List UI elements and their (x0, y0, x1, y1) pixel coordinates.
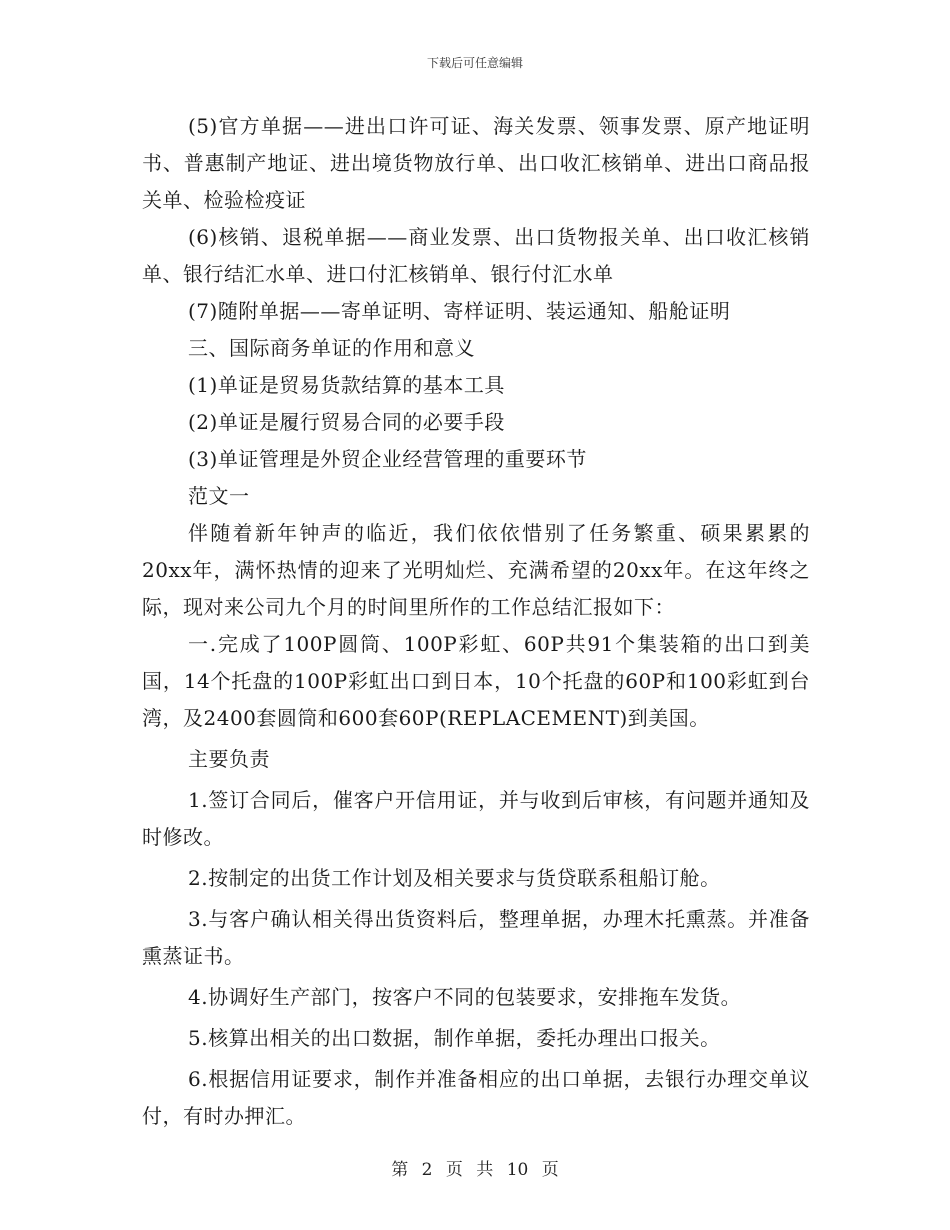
section-heading-role: 三、国际商务单证的作用和意义 (188, 336, 475, 360)
responsibility-item-1: 1.签订合同后，催客户开信用证，并与收到后审核，有问题并通知及时修改。 (142, 788, 810, 849)
paragraph-point-2: (2)单证是履行贸易合同的必要手段 (188, 410, 505, 434)
responsibility-item-6: 6.根据信用证要求，制作并准备相应的出口单据，去银行办理交单议付，有时办押汇。 (142, 1067, 810, 1128)
sample-heading: 范文一 (188, 484, 250, 508)
paragraph-point-1: (1)单证是贸易货款结算的基本工具 (188, 373, 505, 397)
paragraph-official-documents: (5)官方单据——进出口许可证、海关发票、领事发票、原产地证明书、普惠制产地证、进出境货物放行单、出口收汇核销单、进出口商品报关单、检验检疫证 (142, 114, 810, 212)
responsibility-item-3: 3.与客户确认相关得出货资料后，整理单据，办理木托熏蒸。并准备熏蒸证书。 (142, 907, 810, 968)
page-header: 下载后可任意编辑 (426, 56, 523, 70)
responsibility-item-4: 4.协调好生产部门，按客户不同的包装要求，安排拖车发货。 (188, 985, 742, 1009)
responsibility-item-5: 5.核算出相关的出口数据，制作单据，委托办理出口报关。 (188, 1026, 721, 1050)
paragraph-point-3: (3)单证管理是外贸企业经营管理的重要环节 (188, 447, 587, 471)
responsibilities-heading: 主要负责 (188, 747, 270, 771)
paragraph-accomplishments: 一.完成了100P圆筒、100P彩虹、60P共91个集装箱的出口到美国，14个托盘的100P彩虹出口到日本，10个托盘的60P和100彩虹到台湾，及2400套圆筒和600套60P(REPLACEMENT)到美国。 (142, 632, 810, 730)
paragraph-intro: 伴随着新年钟声的临近，我们依依惜别了任务繁重、硕果累累的20xx年，满怀热情的迎来了光明灿烂、充满希望的20xx年。在这年终之际，现对来公司九个月的时间里所作的工作总结汇报如下： (142, 521, 810, 619)
paragraph-verification-documents: (6)核销、退税单据——商业发票、出口货物报关单、出口收汇核销单、银行结汇水单、进口付汇核销单、银行付汇水单 (142, 225, 810, 286)
responsibility-item-2: 2.按制定的出货工作计划及相关要求与货贷联系租船订舱。 (188, 866, 721, 890)
document-body (142, 108, 810, 1135)
paragraph-attached-documents: (7)随附单据——寄单证明、寄样证明、装运通知、船舱证明 (188, 299, 731, 323)
page-footer: 第 2 页 共 10 页 (391, 1160, 559, 1180)
